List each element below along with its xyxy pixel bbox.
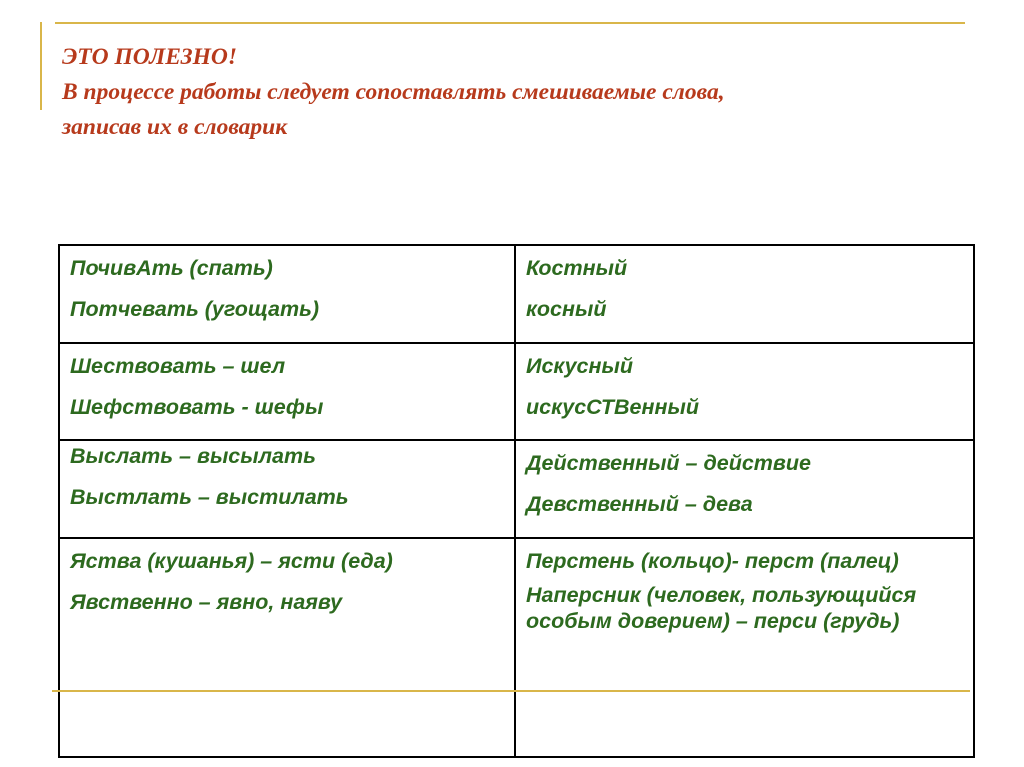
heading-line-1: ЭТО ПОЛЕЗНО! [62, 44, 237, 70]
table-row [59, 343, 974, 440]
table-cell-left [59, 343, 515, 440]
word-entry: Шествовать – шел [70, 354, 286, 378]
table-cell-right [515, 440, 974, 538]
heading-line-2: В процессе работы следует сопоставлять смешиваемые слова, [62, 79, 725, 105]
table-cell-left [59, 245, 515, 343]
word-entry: Потчевать (угощать) [70, 297, 320, 321]
table-row [59, 245, 974, 343]
word-entry: ПочивАть (спать) [70, 256, 273, 280]
word-entry: Шефствовать - шефы [70, 395, 324, 419]
word-entry: Явственно – явно, наяву [70, 590, 343, 614]
word-entry: Яства (кушанья) – ясти (еда) [70, 549, 393, 573]
word-entry: Наперсник (человек, пользующийся особым доверием) – перси (грудь) [526, 583, 917, 633]
word-entry: Выслать – высылать [70, 444, 316, 468]
heading-line-3: записав их в словарик [62, 114, 288, 140]
table-row [59, 538, 974, 757]
table-cell-right [515, 245, 974, 343]
table-cell-right [515, 538, 974, 757]
word-entry: искусСТВенный [526, 395, 699, 419]
table-cell-right [515, 343, 974, 440]
word-entry: Выстлать – выстилать [70, 485, 349, 509]
left-decor-line [40, 22, 42, 110]
bottom-decor-line [52, 690, 970, 692]
word-entry: Действенный – действие [526, 451, 812, 475]
word-pairs-table [58, 244, 975, 758]
table-cell-left [59, 538, 515, 757]
word-entry: Искусный [526, 354, 633, 378]
table-row [59, 440, 974, 538]
word-entry: Перстень (кольцо)- перст (палец) [526, 549, 899, 573]
word-entry: Костный [526, 256, 628, 280]
slide-heading [62, 40, 962, 145]
top-decor-line [55, 22, 965, 24]
table-cell-left [59, 440, 515, 538]
word-entry: Девственный – дева [526, 492, 753, 516]
word-entry: косный [526, 297, 607, 321]
